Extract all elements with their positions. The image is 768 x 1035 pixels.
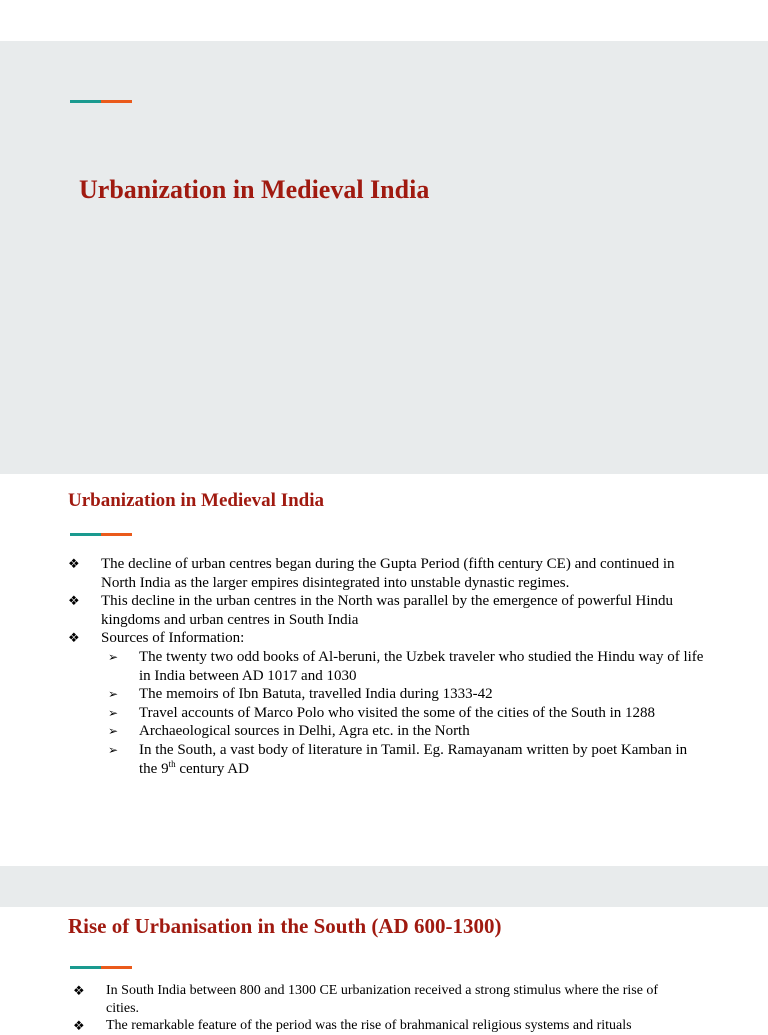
bullet-text: This decline in the urban centres in the North was parallel by the emergence of powerful Hindu kingdoms and urban centres in South India bbox=[101, 593, 674, 628]
diamond-bullet-icon: ❖ bbox=[68, 630, 80, 646]
bullet-text: In South India between 800 and 1300 CE urbanization received a strong stimulus where the rise of cities. bbox=[106, 983, 659, 1016]
bullet-text: The decline of urban centres began during the Gupta Period (fifth century CE) and continued in North India as the larger empires disintegrated into unstable dynastic regimes. bbox=[101, 556, 675, 591]
arrow-bullet-icon: ➢ bbox=[108, 705, 119, 720]
sub-bullet-text: Travel accounts of Marco Polo who visited the some of the cities of the South in 1288 bbox=[139, 704, 656, 721]
slide3-bullet-list bbox=[73, 982, 693, 1035]
bullet-text: The remarkable feature of the period was the rise of brahmanical religious systems and rituals bbox=[106, 1018, 632, 1033]
list-item bbox=[68, 722, 708, 741]
title-slide-heading: Urbanization in Medieval India bbox=[79, 175, 430, 204]
title-slide-accent-bar bbox=[70, 100, 132, 103]
list-item bbox=[68, 648, 708, 685]
list-item bbox=[68, 704, 708, 723]
slide3-accent-bar bbox=[70, 966, 132, 969]
slide3-heading: Rise of Urbanisation in the South (AD 600-1300) bbox=[68, 914, 502, 938]
list-item bbox=[68, 685, 708, 704]
list-item bbox=[68, 741, 708, 778]
diamond-bullet-icon: ❖ bbox=[73, 1018, 85, 1033]
diamond-bullet-icon: ❖ bbox=[68, 593, 80, 609]
sub-bullet-text: Archaeological sources in Delhi, Agra etc. in the North bbox=[139, 723, 470, 740]
list-item bbox=[68, 555, 708, 592]
slide2-accent-bar bbox=[70, 533, 132, 536]
sub-bullet-text: The memoirs of Ibn Batuta, travelled India during 1333-42 bbox=[139, 686, 493, 703]
slide2-bullet-list bbox=[68, 555, 708, 778]
sub-bullet-text: In the South, a vast body of literature in Tamil. Eg. Ramayanam written by poet Kamban in the 9th century AD bbox=[139, 741, 688, 777]
arrow-bullet-icon: ➢ bbox=[108, 649, 119, 664]
list-item bbox=[73, 1017, 693, 1035]
title-slide-background bbox=[0, 41, 768, 474]
diamond-bullet-icon: ❖ bbox=[73, 983, 85, 998]
slide3-top-background bbox=[0, 866, 768, 907]
list-item bbox=[73, 982, 693, 1017]
slide2-heading: Urbanization in Medieval India bbox=[68, 490, 324, 511]
bullet-text: Sources of Information: bbox=[101, 630, 245, 647]
sub-bullet-text: The twenty two odd books of Al-beruni, the Uzbek traveler who studied the Hindu way of life in India between AD 1017 and 1030 bbox=[139, 648, 704, 684]
diamond-bullet-icon: ❖ bbox=[68, 556, 80, 571]
arrow-bullet-icon: ➢ bbox=[108, 724, 119, 739]
arrow-bullet-icon: ➢ bbox=[108, 687, 119, 702]
arrow-bullet-icon: ➢ bbox=[108, 742, 119, 757]
list-item bbox=[68, 629, 708, 648]
list-item bbox=[68, 592, 708, 629]
